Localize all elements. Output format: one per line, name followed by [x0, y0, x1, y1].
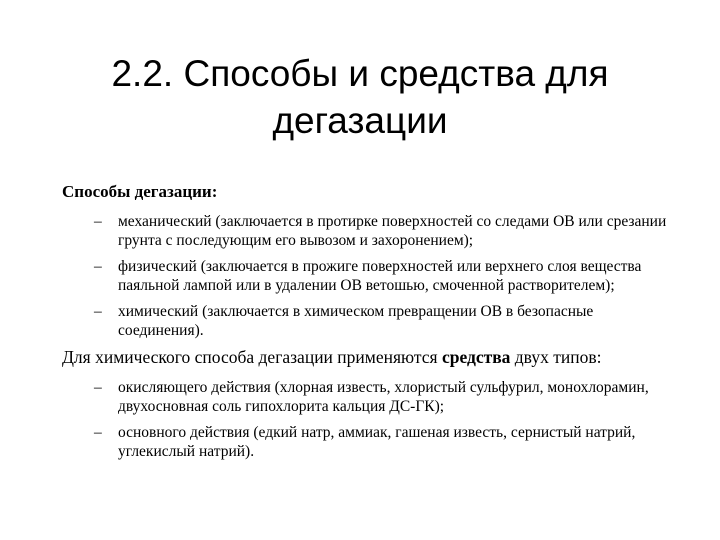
bullet-dash-icon: –	[94, 213, 102, 230]
slide-content	[62, 182, 672, 468]
means-intro	[62, 347, 672, 368]
bullet-dash-icon: –	[94, 379, 102, 396]
bullet-dash-icon: –	[94, 424, 102, 441]
method-text: физический (заключается в прожиге поверхностей или верхнего слоя вещества паяльной лампой или в удалении ОВ ветошью, смоченной растворителем);	[118, 258, 642, 294]
bullet-dash-icon: –	[94, 258, 102, 275]
means-intro-bold: средства	[441, 347, 511, 367]
means-text: основного действия (едкий натр, аммиак, гашеная известь, сернистый натрий, углекислый натрий).	[118, 424, 636, 460]
bullet-dash-icon: –	[94, 303, 102, 320]
method-text: химический (заключается в химическом превращении ОВ в безопасные соединения).	[118, 303, 594, 339]
method-text: механический (заключается в протирке поверхностей со следами ОВ или срезании грунта с последующим его вывозом и захоронением);	[118, 213, 667, 249]
means-item-basic	[62, 423, 672, 461]
methods-heading: Способы дегазации:	[62, 182, 218, 201]
means-item-oxidizing	[62, 378, 672, 416]
means-intro-before: Для химического способа дегазации применяются	[62, 347, 442, 367]
slide-title: 2.2. Способы и средства для дегазации	[111, 53, 609, 141]
means-list	[62, 378, 672, 461]
means-intro-after: двух типов:	[510, 347, 602, 367]
means-text: окисляющего действия (хлорная известь, хлористый сульфурил, монохлорамин, двухосновная соль гипохлорита кальция ДС-ГК);	[118, 379, 649, 415]
method-item-chemical	[62, 302, 672, 340]
methods-list	[62, 212, 672, 340]
method-item-physical	[62, 257, 672, 295]
method-item-mechanical	[62, 212, 672, 250]
